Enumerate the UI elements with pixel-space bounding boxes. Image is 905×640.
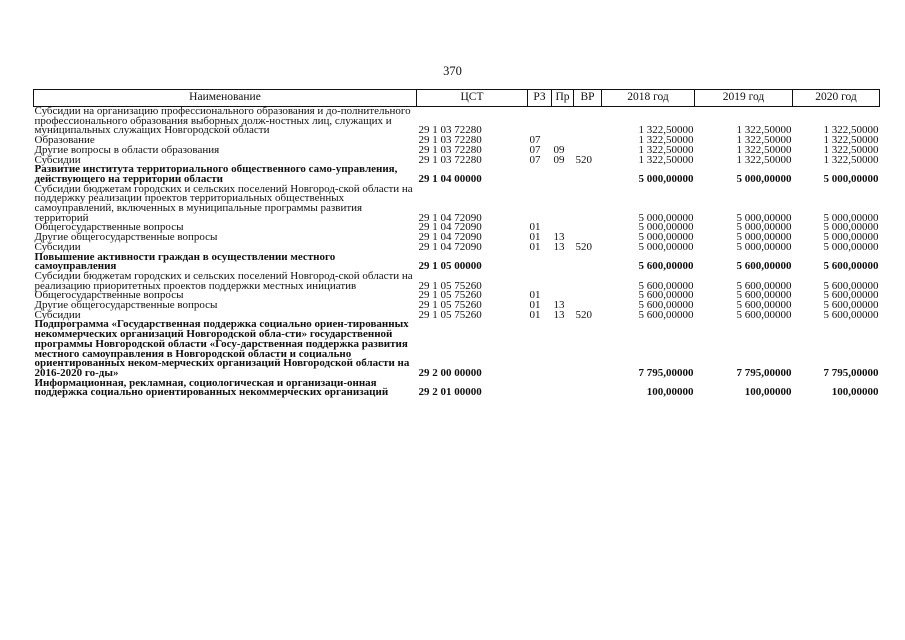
cell-y2018: 1 322,50000	[638, 153, 694, 166]
cell-cst: 29 1 03 72280	[418, 124, 482, 137]
cell-rz: 01	[529, 231, 541, 244]
cell-y2020: 5 000,00000	[823, 211, 879, 224]
cell-pr	[552, 165, 574, 184]
cell-y2020: 5 600,00000	[823, 308, 879, 321]
cell-rz: 01	[529, 240, 541, 253]
cell-name: Информационная, рекламная, социологическая и организаци-онная поддержка социально ориентированных некоммерческих организаций	[34, 376, 389, 399]
cell-y2020: 5 000,00000	[823, 172, 879, 185]
cell-y2019: 5 600,00000	[736, 308, 792, 321]
cell-rz	[528, 253, 552, 272]
cell-name: Другие вопросы в области образования	[34, 143, 220, 156]
cell-rz	[528, 379, 552, 398]
table-row	[34, 379, 880, 398]
cell-cst: 29 1 04 72090	[418, 211, 482, 224]
cell-vr	[574, 223, 602, 233]
header-2019: 2019 год	[695, 90, 793, 107]
cell-cst: 29 1 04 72090	[418, 221, 482, 234]
cell-y2018: 7 795,00000	[638, 366, 694, 379]
cell-cst: 29 1 04 00000	[418, 172, 482, 185]
cell-name: Субсидии	[34, 308, 81, 321]
cell-y2018: 5 600,00000	[638, 260, 694, 273]
cell-y2018: 1 322,50000	[638, 143, 694, 156]
cell-y2020: 5 600,00000	[823, 299, 879, 312]
cell-name: Другие общегосударственные вопросы	[34, 299, 218, 312]
cell-y2019: 5 600,00000	[736, 279, 792, 292]
cell-cst: 29 1 05 75260	[418, 308, 482, 321]
cell-y2018: 5 000,00000	[638, 172, 694, 185]
cell-y2018: 100,00000	[646, 386, 694, 399]
cell-rz: 07	[529, 153, 541, 166]
cell-y2018: 5 600,00000	[638, 289, 694, 302]
cell-pr	[552, 107, 574, 137]
cell-pr: 13	[553, 231, 565, 244]
cell-y2019: 5 000,00000	[736, 231, 792, 244]
cell-name: Повышение активности граждан в осуществлении местного самоуправления	[34, 250, 336, 273]
cell-y2020: 1 322,50000	[823, 153, 879, 166]
cell-cst: 29 1 05 75260	[418, 279, 482, 292]
cell-y2019: 5 000,00000	[736, 211, 792, 224]
cell-name: Другие общегосударственные вопросы	[34, 231, 218, 244]
cell-cst: 29 1 05 00000	[418, 260, 482, 273]
header-2018: 2018 год	[602, 90, 695, 107]
cell-cst: 29 2 01 00000	[418, 386, 482, 399]
cell-vr	[574, 165, 602, 184]
cell-cst: 29 2 00 00000	[418, 366, 482, 379]
cell-y2018: 5 000,00000	[638, 231, 694, 244]
cell-pr: 13	[553, 299, 565, 312]
cell-cst: 29 1 04 72090	[418, 240, 482, 253]
cell-rz: 01	[529, 308, 541, 321]
cell-name: Субсидии	[34, 153, 81, 166]
cell-pr	[552, 320, 574, 378]
cell-y2018: 5 000,00000	[638, 211, 694, 224]
cell-pr	[552, 253, 574, 272]
cell-cst: 29 1 05 75260	[418, 299, 482, 312]
cell-y2019: 1 322,50000	[736, 124, 792, 137]
cell-vr	[574, 185, 602, 224]
cell-name: Образование	[34, 134, 95, 147]
cell-vr	[574, 272, 602, 291]
cell-rz	[528, 320, 552, 378]
cell-y2018: 1 322,50000	[638, 134, 694, 147]
cell-y2018: 5 000,00000	[638, 240, 694, 253]
cell-vr: 520	[575, 153, 592, 166]
cell-y2020: 5 000,00000	[823, 240, 879, 253]
cell-y2018: 1 322,50000	[638, 124, 694, 137]
cell-rz: 01	[529, 221, 541, 234]
cell-name: Развитие института территориального общественного само-управления, действующего на территории области	[34, 163, 398, 185]
budget-table	[33, 89, 880, 398]
cell-y2020: 100,00000	[831, 386, 879, 399]
cell-vr	[574, 107, 602, 137]
cell-y2020: 5 600,00000	[823, 279, 879, 292]
header-cst: ЦСТ	[417, 90, 528, 107]
header-pr: Пр	[552, 90, 574, 107]
cell-cst: 29 1 05 75260	[418, 289, 482, 302]
cell-y2019: 5 000,00000	[736, 221, 792, 234]
header-rz: РЗ	[528, 90, 552, 107]
cell-name: Общегосударственные вопросы	[34, 221, 184, 234]
cell-pr: 09	[553, 153, 565, 166]
cell-pr: 13	[553, 240, 565, 253]
cell-y2020: 5 600,00000	[823, 260, 879, 273]
cell-name: Субсидии бюджетам городских и сельских поселений Новгород-ской области на реализацию приоритетных проектов поддержки местных инициатив	[34, 269, 413, 292]
cell-y2019: 5 600,00000	[736, 260, 792, 273]
cell-rz: 01	[529, 299, 541, 312]
cell-pr	[552, 185, 574, 224]
cell-y2020: 1 322,50000	[823, 134, 879, 147]
cell-y2018: 5 600,00000	[638, 279, 694, 292]
cell-cst: 29 1 03 72280	[418, 134, 482, 147]
table-row	[34, 185, 880, 224]
cell-y2020: 1 322,50000	[823, 124, 879, 137]
cell-pr	[552, 379, 574, 398]
table-row	[34, 320, 880, 378]
cell-cst: 29 1 03 72280	[418, 153, 482, 166]
cell-vr	[574, 379, 602, 398]
header-2020: 2020 год	[793, 90, 880, 107]
table-body	[34, 107, 880, 399]
cell-rz	[528, 107, 552, 137]
cell-name: Субсидии на организацию профессионального образования и до-полнительного профессионального образования выборных долж-ностных лиц, служащих и муниципальных служащих Новгородской области	[34, 105, 411, 137]
cell-y2020: 1 322,50000	[823, 143, 879, 156]
page-number: 370	[443, 64, 462, 78]
cell-vr: 520	[575, 308, 592, 321]
cell-pr: 09	[553, 143, 565, 156]
cell-pr	[552, 272, 574, 291]
cell-y2020: 5 600,00000	[823, 289, 879, 302]
cell-y2019: 5 600,00000	[736, 289, 792, 302]
cell-name: Подпрограмма «Государственная поддержка социально ориен-тированных некоммерческих организаций Новгородской обла-сти» государственной программы Новгородской области «Госу-дарственная поддержка развития местного самоуправления в Новгородской области и социально ориентированных неком-мерческих организаций Новгородской области на 2016-2020 го-ды»	[34, 318, 410, 379]
cell-y2019: 7 795,00000	[736, 366, 792, 379]
cell-vr	[574, 291, 602, 301]
cell-cst: 29 1 04 72090	[418, 231, 482, 244]
cell-y2019: 5 600,00000	[736, 299, 792, 312]
header-name: Наименование	[34, 90, 417, 107]
cell-vr	[574, 253, 602, 272]
cell-y2020: 5 000,00000	[823, 221, 879, 234]
cell-name: Субсидии бюджетам городских и сельских поселений Новгород-ской области на поддержку реализации проектов территориальных общественных самоуправлений, включенных в муниципальные программы развития территорий	[34, 182, 413, 224]
cell-y2020: 7 795,00000	[823, 366, 879, 379]
cell-vr: 520	[575, 240, 592, 253]
cell-name: Общегосударственные вопросы	[34, 289, 184, 302]
cell-vr	[574, 320, 602, 378]
cell-y2018: 5 600,00000	[638, 299, 694, 312]
cell-y2018: 5 600,00000	[638, 308, 694, 321]
table-header-row	[34, 90, 880, 107]
cell-y2019: 100,00000	[744, 386, 792, 399]
cell-pr: 13	[553, 308, 565, 321]
table-row	[34, 165, 880, 184]
table-row	[34, 107, 880, 137]
cell-y2019: 1 322,50000	[736, 153, 792, 166]
cell-y2019: 1 322,50000	[736, 134, 792, 147]
cell-rz: 07	[529, 134, 541, 147]
cell-y2019: 5 000,00000	[736, 172, 792, 185]
cell-rz: 07	[529, 143, 541, 156]
cell-y2020: 5 000,00000	[823, 231, 879, 244]
cell-vr	[574, 136, 602, 146]
cell-rz: 01	[529, 289, 541, 302]
cell-rz	[528, 185, 552, 224]
cell-rz	[528, 165, 552, 184]
cell-name: Субсидии	[34, 240, 81, 253]
cell-y2018: 5 000,00000	[638, 221, 694, 234]
cell-y2019: 1 322,50000	[736, 143, 792, 156]
cell-y2019: 5 000,00000	[736, 240, 792, 253]
header-vr: ВР	[574, 90, 602, 107]
cell-cst: 29 1 03 72280	[418, 143, 482, 156]
